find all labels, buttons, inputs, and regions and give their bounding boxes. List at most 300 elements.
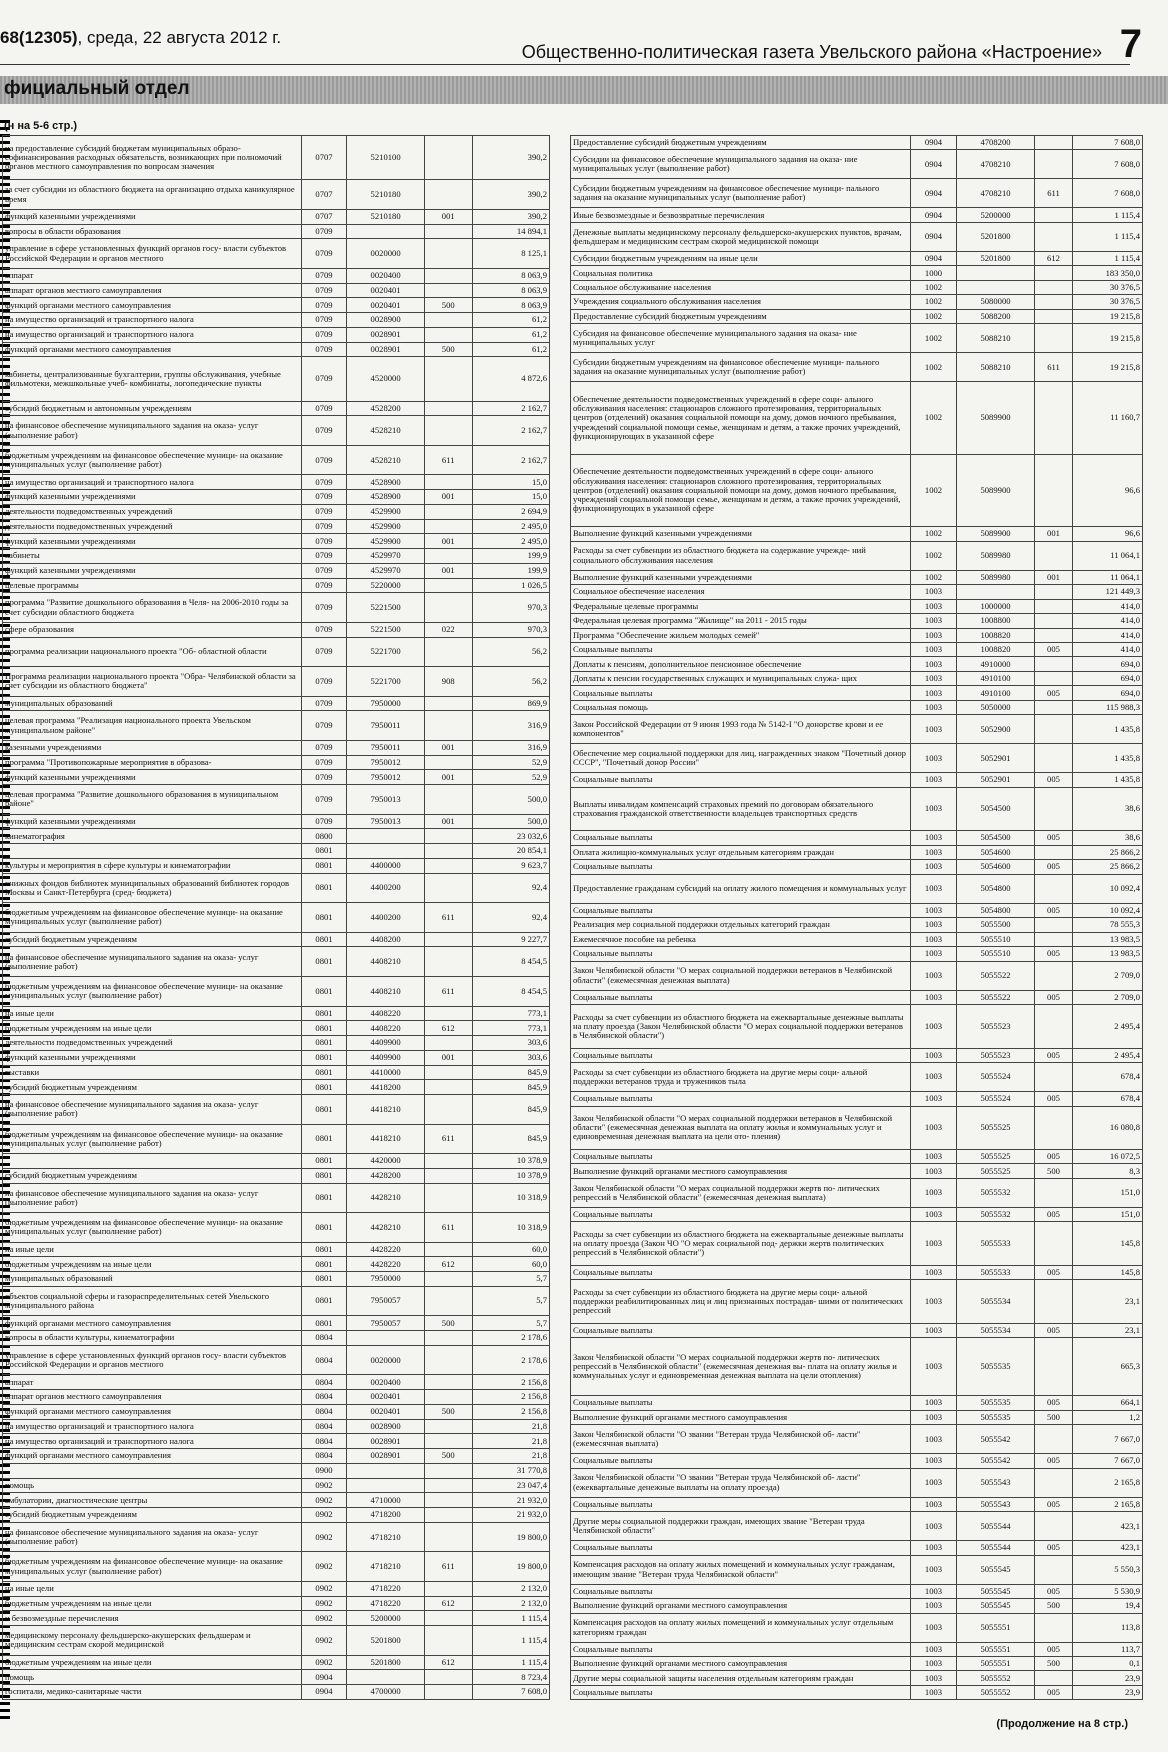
- row-kind: [424, 932, 472, 947]
- row-target: 4718210: [347, 1522, 424, 1552]
- row-label: амбулатории, диагностические центры: [3, 1493, 302, 1508]
- table-row: [3, 1095, 550, 1125]
- row-section: 1003: [911, 1164, 957, 1178]
- row-label: кинематография: [3, 829, 302, 844]
- row-section: 1003: [911, 1468, 957, 1497]
- row-target: 5055534: [957, 1280, 1035, 1323]
- row-kind: 005: [1035, 1497, 1073, 1511]
- row-section: 1003: [911, 787, 957, 830]
- row-section: 1003: [911, 845, 957, 859]
- row-label: на иные цели: [3, 1581, 302, 1596]
- row-amount: 7 608,0: [472, 1685, 549, 1700]
- newspaper-title: Общественно-политическая газета Увельского района «Настроение»: [521, 42, 1102, 62]
- row-amount: 423,1: [1073, 1512, 1143, 1541]
- row-label: культуры и мероприятия в сфере культуры и кинематографии: [3, 858, 302, 873]
- row-label: Выполнение функций органами местного самоуправления: [571, 1164, 911, 1178]
- row-section: 0709: [301, 519, 347, 534]
- row-kind: [424, 549, 472, 564]
- row-kind: [424, 711, 472, 741]
- row-section: 1003: [911, 831, 957, 845]
- row-target: 5210180: [347, 209, 424, 224]
- row-amount: 414,0: [1073, 628, 1143, 642]
- row-kind: [1035, 208, 1073, 222]
- row-kind: [424, 829, 472, 844]
- row-target: 0028901: [347, 1434, 424, 1449]
- row-section: 0709: [301, 770, 347, 785]
- table-row: [571, 1613, 1143, 1642]
- row-target: 4418200: [347, 1080, 424, 1095]
- row-section: 0804: [301, 1419, 347, 1434]
- row-target: 4528200: [347, 401, 424, 416]
- row-label: Социальные выплаты: [571, 903, 911, 917]
- page-header: [0, 14, 1168, 70]
- row-kind: [1035, 1106, 1073, 1149]
- row-target: 4408210: [347, 977, 424, 1007]
- row-amount: 56,2: [472, 637, 549, 667]
- row-amount: 1 115,4: [1073, 222, 1143, 251]
- row-amount: 678,4: [1073, 1092, 1143, 1106]
- table-row: [571, 280, 1143, 294]
- row-label: помощь: [3, 1670, 302, 1685]
- row-amount: 115 988,3: [1073, 700, 1143, 714]
- row-target: 5050000: [957, 700, 1035, 714]
- header-divider: [0, 64, 1130, 65]
- row-amount: 2 162,7: [472, 416, 549, 446]
- row-section: 1002: [911, 527, 957, 541]
- row-kind: [1035, 309, 1073, 323]
- row-kind: [424, 357, 472, 401]
- row-kind: 612: [424, 1655, 472, 1670]
- row-label: [3, 844, 302, 859]
- row-kind: 612: [424, 1257, 472, 1272]
- row-section: 0707: [301, 209, 347, 224]
- row-label: муниципальных образований: [3, 696, 302, 711]
- table-row: [571, 1323, 1143, 1337]
- row-kind: 611: [424, 903, 472, 933]
- row-kind: [1035, 1425, 1073, 1454]
- row-target: 5088200: [957, 309, 1035, 323]
- row-amount: 199,9: [472, 549, 549, 564]
- row-amount: 113,7: [1073, 1642, 1143, 1656]
- row-amount: 2 495,4: [1073, 1005, 1143, 1048]
- row-section: 0801: [301, 1124, 347, 1154]
- table-row: [3, 1508, 550, 1523]
- row-kind: [424, 475, 472, 490]
- table-row: [3, 1272, 550, 1287]
- row-amount: 500,0: [472, 814, 549, 829]
- row-kind: [1035, 454, 1073, 526]
- row-target: 7950000: [347, 696, 424, 711]
- row-section: 0709: [301, 239, 347, 269]
- row-kind: 001: [424, 740, 472, 755]
- row-label: функций органами местного самоуправления: [3, 1316, 302, 1331]
- row-amount: 8 063,9: [472, 268, 549, 283]
- row-target: 5054500: [957, 787, 1035, 830]
- row-kind: [424, 1493, 472, 1508]
- row-label: кабинеты, централизованные бухгалтерии, группы обслуживания, учебные фильмотеки, межшкольные учеб- комбинаты, логопедические пункты: [3, 357, 302, 401]
- table-row: [3, 445, 550, 475]
- row-amount: 23 047,4: [472, 1478, 549, 1493]
- row-label: Выполнение функций органами местного самоуправления: [571, 1410, 911, 1424]
- row-section: 0709: [301, 711, 347, 741]
- row-section: 1003: [911, 715, 957, 744]
- row-section: 1003: [911, 932, 957, 946]
- row-label: Социальная политика: [571, 266, 911, 280]
- row-section: 0801: [301, 903, 347, 933]
- row-target: 5055544: [957, 1512, 1035, 1541]
- row-target: 4528210: [347, 416, 424, 446]
- row-label: управление в сфере установленных функций органов госу- власти субъектов Российской Федерации и органов местного: [3, 239, 302, 269]
- row-amount: 7 667,0: [1073, 1425, 1143, 1454]
- row-label: Социальные выплаты: [571, 1497, 911, 1511]
- row-amount: 10 378,9: [472, 1168, 549, 1183]
- row-section: 1002: [911, 382, 957, 454]
- row-label: Социальные выплаты: [571, 1092, 911, 1106]
- row-target: 5055522: [957, 990, 1035, 1004]
- row-amount: 5,7: [472, 1316, 549, 1331]
- row-section: 0801: [301, 1006, 347, 1021]
- row-kind: 500: [424, 1316, 472, 1331]
- table-row: [571, 1338, 1143, 1396]
- table-row: [3, 947, 550, 977]
- row-kind: [424, 696, 472, 711]
- row-amount: 2 156,8: [472, 1390, 549, 1405]
- row-section: 0709: [301, 327, 347, 342]
- row-section: 1003: [911, 918, 957, 932]
- row-target: 4910000: [957, 657, 1035, 671]
- row-kind: [424, 327, 472, 342]
- row-kind: [424, 1065, 472, 1080]
- row-target: 5210180: [347, 180, 424, 210]
- row-label: на имущество организаций и транспортного налога: [3, 1434, 302, 1449]
- row-target: 5052901: [957, 773, 1035, 787]
- table-row: [3, 549, 550, 564]
- row-target: 4409900: [347, 1050, 424, 1065]
- row-section: 0904: [301, 1685, 347, 1700]
- row-amount: 10 318,9: [472, 1213, 549, 1243]
- row-kind: [1035, 874, 1073, 903]
- issue-date: [0, 28, 281, 48]
- row-label: на имущество организаций и транспортного налога: [3, 1419, 302, 1434]
- row-section: 1003: [911, 1063, 957, 1092]
- row-label: Предоставление субсидий бюджетным учреждениям: [571, 136, 911, 150]
- row-label: Другие меры социальной защиты населения отдельным категориям граждан: [571, 1671, 911, 1685]
- table-row: [571, 1497, 1143, 1511]
- row-kind: [424, 1375, 472, 1390]
- row-label: Обеспечение деятельности подведомственных учреждений в сфере соци- ального обслуживания населения: стационаров сложного протезирования, территориальных центров (отделений) оказания социальной помощи на дому, домов ночного пребывания, учреждений социальной помощи семье, женщинам и детям, а также прочих учреждений, функционирующих в указанной сфере: [571, 454, 911, 526]
- row-section: 0709: [301, 401, 347, 416]
- row-section: 1003: [911, 1642, 957, 1656]
- table-row: [571, 1410, 1143, 1424]
- table-row: [3, 504, 550, 519]
- row-label: на финансовое обеспечение муниципального задания на оказа- услуг (выполнение работ): [3, 947, 302, 977]
- table-row: [3, 1670, 550, 1685]
- row-kind: [1035, 136, 1073, 150]
- table-row: [3, 1213, 550, 1243]
- row-target: 5088210: [957, 324, 1035, 353]
- row-target: 5052901: [957, 744, 1035, 773]
- continued-to: (Продолжение на 8 стр.): [996, 1718, 1128, 1730]
- row-amount: 1,2: [1073, 1410, 1143, 1424]
- row-section: 0801: [301, 1213, 347, 1243]
- table-row: [3, 1286, 550, 1316]
- row-section: 0804: [301, 1390, 347, 1405]
- row-amount: 96,6: [1073, 527, 1143, 541]
- table-row: [571, 1468, 1143, 1497]
- row-amount: 2 709,0: [1073, 961, 1143, 990]
- row-section: 0709: [301, 593, 347, 623]
- row-target: [347, 829, 424, 844]
- row-amount: 19 800,0: [472, 1552, 549, 1582]
- row-amount: 773,1: [472, 1021, 549, 1036]
- table-row: [3, 977, 550, 1007]
- row-amount: 52,9: [472, 770, 549, 785]
- table-row: [571, 1541, 1143, 1555]
- row-target: [347, 1331, 424, 1346]
- table-row: [571, 353, 1143, 382]
- row-target: 5055535: [957, 1410, 1035, 1424]
- row-label: Оплата жилищно-коммунальных услуг отдельным категориям граждан: [571, 845, 911, 859]
- row-kind: [424, 1419, 472, 1434]
- row-label: Социальные выплаты: [571, 1207, 911, 1221]
- row-kind: 005: [1035, 1323, 1073, 1337]
- row-label: аппарат органов местного самоуправления: [3, 1390, 302, 1405]
- row-target: 7950013: [347, 785, 424, 815]
- row-section: 0709: [301, 755, 347, 770]
- row-kind: 022: [424, 622, 472, 637]
- row-section: 0709: [301, 268, 347, 283]
- row-section: 0801: [301, 1050, 347, 1065]
- row-target: 7950012: [347, 770, 424, 785]
- row-target: 5201800: [347, 1655, 424, 1670]
- row-target: 4710000: [347, 1493, 424, 1508]
- row-label: вопросы в области образования: [3, 224, 302, 239]
- row-target: 5055524: [957, 1092, 1035, 1106]
- row-target: 4428210: [347, 1183, 424, 1213]
- row-target: [347, 844, 424, 859]
- row-kind: [424, 1183, 472, 1213]
- row-section: 0804: [301, 1375, 347, 1390]
- row-kind: 005: [1035, 1092, 1073, 1106]
- row-amount: 38,6: [1073, 831, 1143, 845]
- row-section: 1003: [911, 1541, 957, 1555]
- row-target: 5055524: [957, 1063, 1035, 1092]
- row-label: бюджетным учреждениям на иные цели: [3, 1021, 302, 1036]
- table-row: [3, 401, 550, 416]
- table-row: [571, 309, 1143, 323]
- row-amount: 869,9: [472, 696, 549, 711]
- row-target: 1008820: [957, 642, 1035, 656]
- row-amount: 19 215,8: [1073, 309, 1143, 323]
- row-kind: [424, 637, 472, 667]
- row-target: [347, 1463, 424, 1478]
- row-kind: [424, 268, 472, 283]
- row-section: 0709: [301, 504, 347, 519]
- row-target: 1008820: [957, 628, 1035, 642]
- table-row: [3, 1168, 550, 1183]
- row-target: 4418210: [347, 1124, 424, 1154]
- row-target: 4910100: [957, 671, 1035, 685]
- row-amount: 23,9: [1073, 1671, 1143, 1685]
- table-row: [571, 1149, 1143, 1163]
- row-amount: 2 162,7: [472, 401, 549, 416]
- row-target: 5055532: [957, 1178, 1035, 1207]
- row-amount: 2 178,6: [472, 1345, 549, 1375]
- table-row: [3, 858, 550, 873]
- row-label: субсидий бюджетным и автономным учреждениям: [3, 401, 302, 416]
- row-kind: [424, 401, 472, 416]
- row-amount: 845,9: [472, 1124, 549, 1154]
- row-section: 1003: [911, 1425, 957, 1454]
- row-section: 1003: [911, 1005, 957, 1048]
- row-target: 5055551: [957, 1642, 1035, 1656]
- row-label: кабинеты: [3, 549, 302, 564]
- row-label: Закон Челябинской области "О мерах социальной поддержки ветеранов в Челябинской области" (ежемесячная денежная выплата на оплату жилья и коммунальных услуг и единовременная денежная выплата на цели ото- пления): [571, 1106, 911, 1149]
- row-amount: 113,8: [1073, 1613, 1143, 1642]
- row-target: 0020400: [347, 1375, 424, 1390]
- row-kind: 500: [424, 1449, 472, 1464]
- row-label: субсидий бюджетным учреждениям: [3, 1168, 302, 1183]
- row-amount: 8,3: [1073, 1164, 1143, 1178]
- row-kind: [424, 578, 472, 593]
- date: , среда, 22 августа 2012 г.: [77, 28, 282, 47]
- table-row: [3, 637, 550, 667]
- table-row: [3, 1316, 550, 1331]
- table-row: [3, 711, 550, 741]
- row-kind: [1035, 932, 1073, 946]
- table-row: [3, 593, 550, 623]
- row-kind: 001: [424, 1050, 472, 1065]
- row-label: аппарат органов местного самоуправления: [3, 283, 302, 298]
- row-target: 4420000: [347, 1154, 424, 1169]
- row-amount: 78 555,3: [1073, 918, 1143, 932]
- row-section: 1003: [911, 860, 957, 874]
- table-row: [571, 1280, 1143, 1323]
- row-section: 1003: [911, 903, 957, 917]
- row-section: 1002: [911, 309, 957, 323]
- table-row: [3, 1065, 550, 1080]
- table-row: [3, 180, 550, 210]
- table-row: [571, 136, 1143, 150]
- table-row: [3, 1050, 550, 1065]
- row-section: 1003: [911, 1048, 957, 1062]
- table-row: [571, 918, 1143, 932]
- row-amount: 8 125,1: [472, 239, 549, 269]
- row-section: 0709: [301, 298, 347, 313]
- row-label: Расходы за счет субвенции из областного бюджета на содержание учрежде- ний социального обслуживания населения: [571, 541, 911, 570]
- row-amount: 2 132,0: [472, 1596, 549, 1611]
- row-target: 0028901: [347, 342, 424, 357]
- row-kind: [424, 1581, 472, 1596]
- row-section: 1003: [911, 671, 957, 685]
- row-section: 0709: [301, 357, 347, 401]
- table-row: [3, 1390, 550, 1405]
- row-target: 4400000: [347, 858, 424, 873]
- row-amount: 9 623,7: [472, 858, 549, 873]
- table-row: [571, 295, 1143, 309]
- row-amount: 21 932,0: [472, 1493, 549, 1508]
- table-row: [3, 490, 550, 505]
- row-section: 0801: [301, 1183, 347, 1213]
- row-amount: 8 063,9: [472, 298, 549, 313]
- row-label: Субсидии на финансовое обеспечение муниципального задания на оказа- ние муниципальных услуг (выполнение работ): [571, 150, 911, 179]
- table-row: [571, 324, 1143, 353]
- row-amount: 694,0: [1073, 686, 1143, 700]
- row-amount: 38,6: [1073, 787, 1143, 830]
- row-section: 1003: [911, 947, 957, 961]
- table-row: [3, 770, 550, 785]
- table-row: [571, 1642, 1143, 1656]
- row-amount: 303,6: [472, 1036, 549, 1051]
- row-amount: 56,2: [472, 667, 549, 697]
- row-amount: 60,0: [472, 1257, 549, 1272]
- row-section: 0904: [911, 222, 957, 251]
- row-section: 1003: [911, 1280, 957, 1323]
- row-amount: 390,2: [472, 180, 549, 210]
- row-label: Социальные выплаты: [571, 1048, 911, 1062]
- row-kind: [424, 1286, 472, 1316]
- row-kind: [424, 785, 472, 815]
- row-kind: [424, 1036, 472, 1051]
- table-row: [3, 1449, 550, 1464]
- table-row: [3, 283, 550, 298]
- row-amount: 390,2: [472, 209, 549, 224]
- row-target: 0028900: [347, 313, 424, 328]
- row-label: Субсидии бюджетным учреждениям на иные цели: [571, 251, 911, 265]
- row-kind: 005: [1035, 1642, 1073, 1656]
- row-target: 5089980: [957, 541, 1035, 570]
- row-amount: 773,1: [472, 1006, 549, 1021]
- table-row: [3, 622, 550, 637]
- row-amount: 694,0: [1073, 671, 1143, 685]
- row-amount: 121 449,3: [1073, 585, 1143, 599]
- table-row: [571, 208, 1143, 222]
- row-target: 4428200: [347, 1168, 424, 1183]
- row-kind: [1035, 324, 1073, 353]
- row-amount: 16 072,5: [1073, 1149, 1143, 1163]
- row-section: 1003: [911, 744, 957, 773]
- row-label: Другие меры социальной поддержки граждан, имеющих звание "Ветеран труда Челябинской области": [571, 1512, 911, 1541]
- row-target: [957, 280, 1035, 294]
- row-target: 5055522: [957, 961, 1035, 990]
- table-row: [571, 1092, 1143, 1106]
- row-amount: 61,2: [472, 342, 549, 357]
- row-section: 1003: [911, 1512, 957, 1541]
- row-amount: 1 115,4: [472, 1626, 549, 1656]
- row-target: [347, 1670, 424, 1685]
- row-section: 0801: [301, 1257, 347, 1272]
- row-amount: 52,9: [472, 755, 549, 770]
- row-section: 1003: [911, 1149, 957, 1163]
- row-label: Субсидия на финансовое обеспечение муниципального задания на оказа- ние муниципальных услуг: [571, 324, 911, 353]
- row-kind: 005: [1035, 947, 1073, 961]
- row-amount: 25 866,2: [1073, 860, 1143, 874]
- row-kind: [1035, 918, 1073, 932]
- row-amount: 23 032,6: [472, 829, 549, 844]
- row-section: 0801: [301, 947, 347, 977]
- table-row: [3, 136, 550, 180]
- row-amount: 11 064,1: [1073, 570, 1143, 584]
- row-amount: 60,0: [472, 1242, 549, 1257]
- row-amount: 20 854,1: [472, 844, 549, 859]
- row-label: Предоставление гражданам субсидий на оплату жилого помещения и коммунальных услуг: [571, 874, 911, 903]
- row-label: муниципальных образований: [3, 1272, 302, 1287]
- row-label: функций органами местного самоуправления: [3, 342, 302, 357]
- row-target: 5055525: [957, 1106, 1035, 1149]
- row-section: 0904: [911, 251, 957, 265]
- row-section: 0804: [301, 1345, 347, 1375]
- row-target: [347, 1478, 424, 1493]
